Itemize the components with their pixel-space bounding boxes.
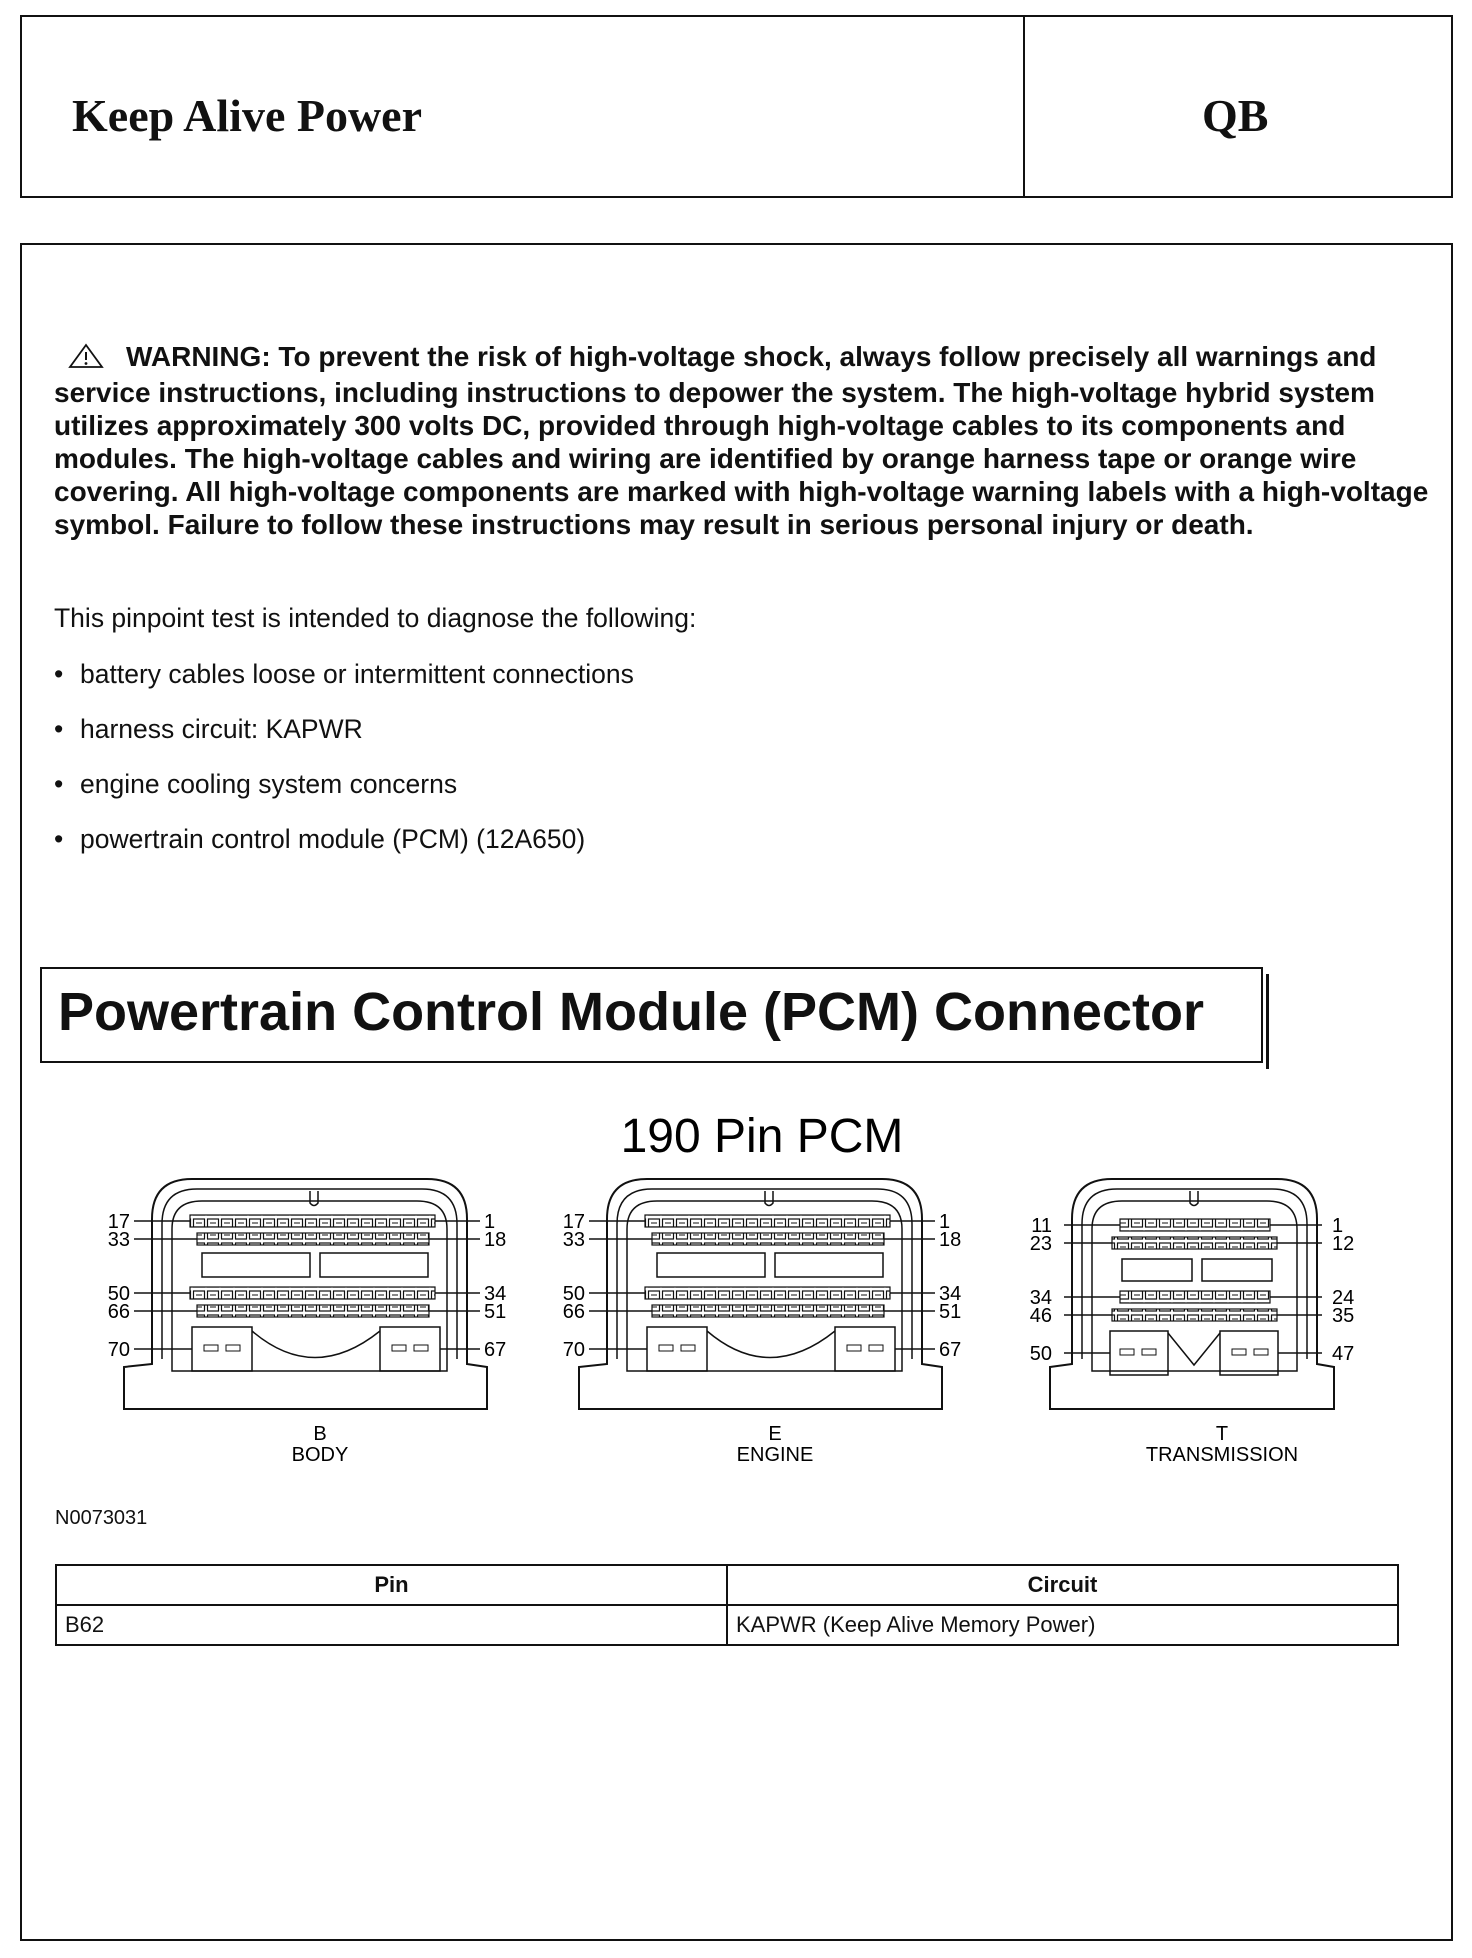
svg-text:34: 34 [939, 1283, 962, 1305]
section-title-box [40, 967, 1263, 1063]
svg-text:66: 66 [562, 1301, 585, 1323]
page-title: Keep Alive Power [72, 90, 423, 141]
pin-cell: B62 [56, 1605, 727, 1645]
svg-text:18: 18 [939, 1229, 962, 1251]
svg-text:50: 50 [562, 1283, 585, 1305]
list-item: • engine cooling system concerns [54, 769, 458, 799]
diagram-title: 190 Pin PCM [620, 1110, 904, 1163]
svg-text:17: 17 [562, 1211, 585, 1233]
diagnosis-list [54, 659, 634, 879]
svg-text:1: 1 [484, 1211, 496, 1233]
column-header: Circuit [727, 1565, 1398, 1605]
svg-text:34: 34 [484, 1283, 507, 1305]
connector-letter: T [1215, 1423, 1229, 1445]
table-row [56, 1605, 1398, 1645]
list-item: • harness circuit: KAPWR [54, 714, 363, 744]
svg-text:51: 51 [939, 1301, 962, 1323]
svg-text:70: 70 [562, 1339, 585, 1361]
circuit-cell: KAPWR (Keep Alive Memory Power) [727, 1605, 1398, 1645]
svg-text:67: 67 [939, 1339, 962, 1361]
list-item: • battery cables loose or intermittent connections [54, 659, 634, 689]
connector-engine [563, 1179, 962, 1466]
svg-text:11: 11 [1031, 1215, 1052, 1237]
warning-block [54, 340, 1434, 541]
svg-text:17: 17 [107, 1211, 130, 1233]
svg-text:34: 34 [1029, 1287, 1052, 1309]
header-box [20, 15, 1453, 198]
test-code: QB [1202, 90, 1269, 141]
pin-circuit-table [55, 1564, 1399, 1646]
intro-text: This pinpoint test is intended to diagnose the following: [54, 603, 697, 633]
svg-text:51: 51 [484, 1301, 507, 1323]
figure-reference: N0073031 [55, 1507, 148, 1529]
connector-letter: B [313, 1423, 327, 1445]
list-item: • powertrain control module (PCM) (12A650) [54, 824, 586, 854]
svg-text:33: 33 [107, 1229, 130, 1251]
svg-text:46: 46 [1029, 1305, 1052, 1327]
svg-text:23: 23 [1029, 1233, 1052, 1255]
pcm-connector-diagram [52, 1109, 1412, 1509]
warning-triangle-icon [68, 343, 104, 376]
svg-text:70: 70 [107, 1339, 130, 1361]
header-divider [1023, 17, 1025, 196]
svg-text:67: 67 [484, 1339, 507, 1361]
main-content-box [20, 243, 1453, 1941]
warning-text: WARNING: To prevent the risk of high-voltage shock, always follow precisely all warnings and service instructions, including instructions to depower the system. The high-voltage hybrid system utilizes approximately 300 volts DC, provided through high-voltage cables to its components and modules. The high-voltage cables and wiring are identified by orange harness tape or orange wire covering. All high-voltage components are marked with high-voltage warning labels with a high-voltage symbol. Failure to follow these instructions may result in serious personal injury or death. [54, 341, 1429, 540]
svg-text:50: 50 [107, 1283, 130, 1305]
svg-text:12: 12 [1332, 1233, 1355, 1255]
connector-name: ENGINE [736, 1444, 814, 1466]
connector-letter: E [768, 1423, 782, 1445]
connector-transmission [1030, 1179, 1355, 1466]
svg-text:35: 35 [1332, 1305, 1355, 1327]
svg-text:33: 33 [562, 1229, 585, 1251]
connector-name: TRANSMISSION [1145, 1444, 1299, 1466]
svg-text:1: 1 [939, 1211, 951, 1233]
column-header: Pin [56, 1565, 727, 1605]
connector-body [108, 1179, 507, 1466]
connector-name: BODY [291, 1444, 349, 1466]
svg-text:50: 50 [1029, 1343, 1052, 1365]
svg-text:47: 47 [1332, 1343, 1355, 1365]
svg-text:1: 1 [1332, 1215, 1344, 1237]
svg-text:18: 18 [484, 1229, 507, 1251]
svg-text:66: 66 [107, 1301, 130, 1323]
section-title: Powertrain Control Module (PCM) Connector [58, 982, 1204, 1042]
svg-text:24: 24 [1332, 1287, 1355, 1309]
